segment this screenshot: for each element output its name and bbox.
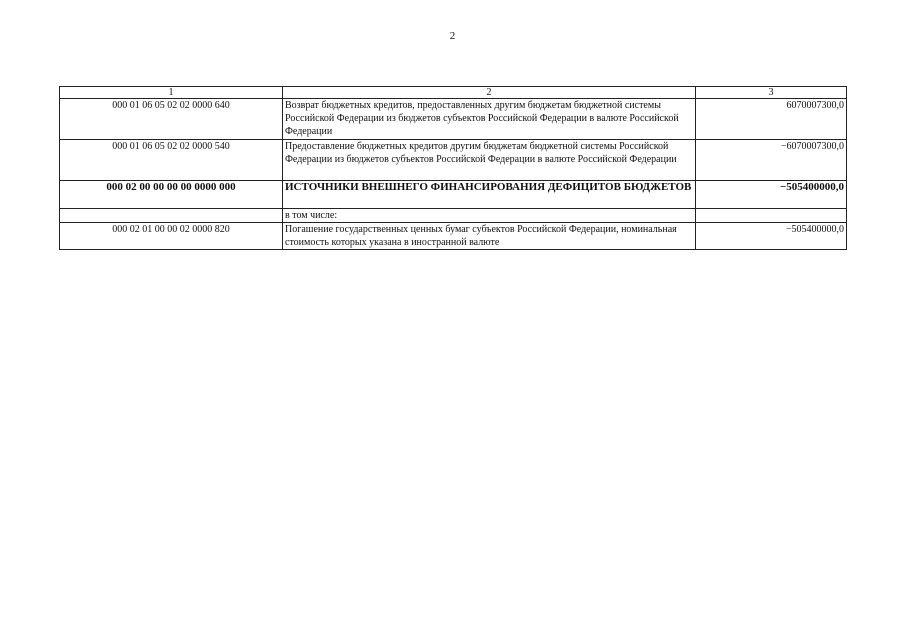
- row-amount: 6070007300,0: [696, 99, 847, 140]
- column-header-name: 2: [283, 87, 696, 99]
- table-row: [60, 223, 847, 250]
- column-header-amount: 3: [696, 87, 847, 99]
- row-code: 000 02 00 00 00 00 0000 000: [60, 181, 283, 209]
- table-row: [60, 99, 847, 140]
- column-header-code: 1: [60, 87, 283, 99]
- table-header-row: [60, 87, 847, 99]
- row-code: [60, 209, 283, 223]
- row-name: Возврат бюджетных кредитов, предоставленных другим бюджетам бюджетной системы Российской Федерации из бюджетов субъектов Российской Федерации в валюте Российской Федерации: [283, 99, 696, 140]
- page-number: 2: [449, 30, 456, 42]
- row-amount: −505400000,0: [696, 223, 847, 250]
- row-code: 000 01 06 05 02 02 0000 640: [60, 99, 283, 140]
- row-name: ИСТОЧНИКИ ВНЕШНЕГО ФИНАНСИРОВАНИЯ ДЕФИЦИТОВ БЮДЖЕТОВ: [283, 181, 696, 209]
- table-row: [60, 181, 847, 209]
- row-amount: −505400000,0: [696, 181, 847, 209]
- row-code: 000 01 06 05 02 02 0000 540: [60, 140, 283, 181]
- row-name: Предоставление бюджетных кредитов другим бюджетам бюджетной системы Российской Федерации из бюджетов субъектов Российской Федерации в валюте Российской Федерации: [283, 140, 696, 181]
- row-amount: [696, 209, 847, 223]
- row-name: Погашение государственных ценных бумаг субъектов Российской Федерации, номинальная стоимость которых указана в иностранной валюте: [283, 223, 696, 250]
- budget-sources-table: [59, 86, 847, 250]
- table-row: [60, 140, 847, 181]
- row-code: 000 02 01 00 00 02 0000 820: [60, 223, 283, 250]
- row-amount: −6070007300,0: [696, 140, 847, 181]
- table-row: [60, 209, 847, 223]
- row-name: в том числе:: [283, 209, 696, 223]
